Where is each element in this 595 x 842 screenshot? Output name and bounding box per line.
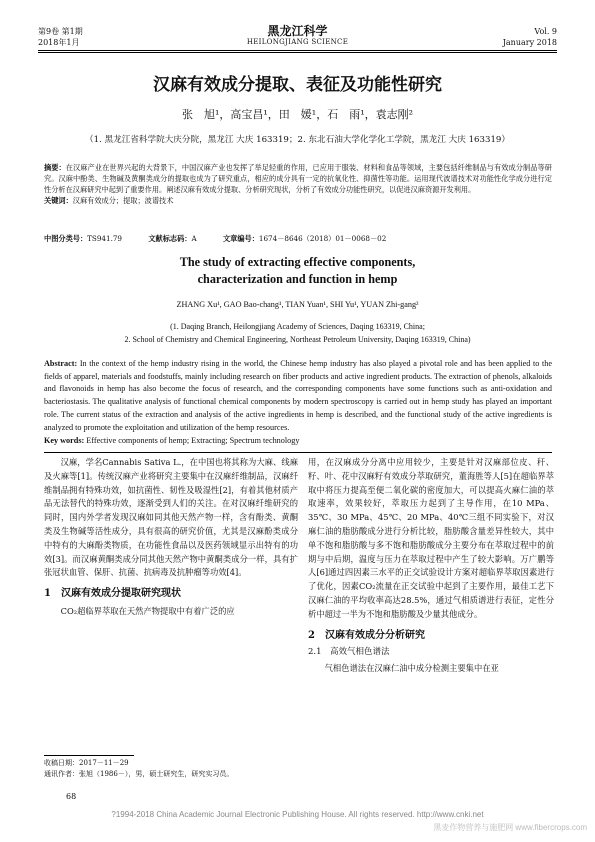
keywords-en-label: Key words:: [44, 436, 85, 445]
keywords-cn-text: 汉麻有效成分；提取；波谱技术: [72, 196, 174, 205]
paper-title-en: The study of extracting effective components, characterization and function in hemp: [179, 255, 416, 286]
clc-value: TS941.79: [87, 234, 123, 243]
year-cn: 2018年1月: [38, 38, 80, 47]
doc-code-label: 文献标志码：: [148, 234, 192, 243]
article-no-label: 文章编号：: [222, 234, 259, 243]
section-1-heading: 1 汉麻有效成分提取研究现状: [44, 588, 181, 600]
vol-en: Vol. 9: [534, 27, 557, 36]
footnote: [44, 758, 304, 780]
article-no-value: 1674－8646（2018）01－0068－02: [258, 234, 387, 243]
authors-en: ZHANG Xu¹, GAO Bao-chang¹, TIAN Yuan¹, SHI Yu¹, YUAN Zhi-gang²: [176, 300, 419, 309]
affiliation-en: [40, 320, 555, 346]
site-watermark: 黑麦作物营养与施肥网 www.fibercrops.com: [433, 823, 587, 832]
authors-cn: 张 旭¹，高宝昌¹，田 媛¹，石 雨¹，袁志刚²: [181, 108, 414, 121]
body-left-column: [44, 456, 298, 619]
footnote-rule: [44, 755, 134, 756]
month-en: January 2018: [502, 38, 557, 47]
affiliation-cn: （1. 黑龙江省科学院大庆分院，黑龙江 大庆 163319；2. 东北石油大学化学化工学院，黑龙江 大庆 163319）: [85, 135, 510, 145]
body-right-column: [308, 456, 554, 676]
abstract-en-text: In the context of the hemp industry rising in the world, the Chinese hemp industry has also played a pivotal role and has been applied to the fields of apparel, materials and foodstuffs, mainly including research on fiber products and active ingredient products. The extraction of phenols, alkaloids and flavonoids in hemp has also become the focus of research, and the corresponding components have some functions such as anti-oxidation and bacteriostasis. The qualitative analysis of functional chemical components by modern spectroscopy is carried out in hemp study has played an important role. The current status of the extraction and analysis of the active ingredients in hemp is described, and the functional study of the active ingredients is analyzed to promote the exploitation and utilization of the hemp resources.: [44, 359, 552, 432]
journal-name-cn: 黑龙江科学: [267, 24, 328, 38]
classification-line: [44, 233, 552, 244]
affiliation-en-2: 2. School of Chemistry and Chemical Engineering, Northeast Petroleum University, Daqing 163319, China): [124, 335, 471, 344]
section-1-continued: 用，在汉麻成分分离中应用较少，主要是针对汉麻部位皮、秆、籽、叶、花中汉麻籽有效成分萃取研究，董海胜等人[5]在超临界萃取中将压力提高至便二氧化碳的密度加大，可以提高火麻仁油的萃取速率，效果较好，萃取压力起到了主导作用，在10 MPa、35℃、30 MPa、45℃、20 MPa、40℃三组不同实验下，对汉麻仁油的脂肪酸成分进行分析比较，脂肪酸含量差异性较大，其中单不饱和脂肪酸与多不饱和脂肪酸成分主要分布在萃取过程中的前期与中后期，温度与压力在萃取过程中产生了较大影响。万广鹏等人[6]通过四因素三水平的正交试验设计方案对超临界萃取因素进行了优化，因素CO₂流量在正交试验中起到了主要作用，最佳工艺下汉麻仁油的平均收率高达28.5%，通过气相质谱进行表征，定性分析中超过一半为不饱和脂肪酸及少量其他成分。: [308, 457, 554, 619]
issue-cn: 第9卷 第1期: [38, 27, 83, 36]
header-rule: [38, 50, 557, 51]
section-1-paragraph: CO₂超临界萃取在天然产物提取中有着广泛的应: [60, 605, 235, 616]
abstract-cn-label: 摘要：: [44, 163, 66, 172]
affiliation-en-1: (1. Daqing Branch, Heilongjiang Academy of Sciences, Daqing 163319, China;: [170, 322, 425, 331]
corresponding-author: 通讯作者：张旭（1986－），男，硕士研究生，研究实习员。: [44, 770, 234, 778]
abstract-en: [44, 358, 552, 434]
intro-paragraph: 汉麻，学名Cannabis Sativa L.，在中国也将其称为大麻、线麻及火麻等[1]。传统汉麻产业将研究主要集中在汉麻纤维制品，汉麻纤维制品拥有特殊功效，如抗菌性、韧性及吸湿性[2]，有着其他材质产品无法替代的特殊功效，逐渐受到人们的关注。在对汉麻纤维研究的同时，国内外学者发现汉麻如同其他天然产物一样，含有酚类、黄酮类及生物碱等活性成分，具有很高的研究价值，尤其是汉麻酚类成分中特有的大麻酚类物质，在功能性食品以及医药领域显示出特有的功效[3]。而汉麻黄酮类成分同其他天然产物中黄酮类成分一样，具有扩张冠状血管、保肝、抗菌、抗病毒及抗肿瘤等功效[4]。: [44, 457, 298, 578]
abstract-en-label: Abstract:: [44, 359, 78, 368]
received-date: 收稿日期：2017－11－29: [44, 759, 129, 767]
section-2-1-paragraph: 气相色谱法在汉麻仁油中成分检测主要集中在亚: [324, 663, 499, 674]
body-rule: [44, 452, 552, 453]
copyright-footer: ?1994-2018 China Academic Journal Electronic Publishing House. All rights reserved. http://www.cnki.net: [111, 810, 484, 819]
page-number: 68: [66, 792, 77, 801]
keywords-en: [44, 436, 552, 445]
header-rule-2: [38, 52, 557, 53]
keywords-cn-label: 关键词：: [44, 196, 73, 205]
doc-code-value: A: [191, 234, 197, 243]
section-2-1-heading: 2.1 高效气相色谱法: [308, 647, 390, 658]
paper-title-cn: 汉麻有效成分提取、表征及功能性研究: [153, 75, 442, 95]
header-volume: [503, 26, 557, 48]
journal-name-en: HEILONGJIANG SCIENCE: [246, 38, 349, 46]
abstract-cn-text: 在汉麻产业在世界兴起的大背景下，中国汉麻产业也发挥了举足轻重的作用，已应用于服装、材料和食品等领域，主要包括纤维制品与有效成分制品等研究。汉麻中酚类、生物碱及黄酮类成分的提取也成为了研究重点，相应的成分具有一定的抗氧化性、抑菌性等功能。运用现代波谱技术对功能性化学成分进行定性分析在汉麻研究中起到了重要作用。阐述汉麻有效成分提取、分析研究现状，分析了有效成分功能性研究，以促进汉麻资源开发利用。: [44, 163, 552, 194]
keywords-en-text: Effective components of hemp; Extracting; Spectrum technology: [86, 436, 300, 445]
section-2-heading: 2 汉麻有效成分分析研究: [308, 629, 425, 641]
abstract-cn: [44, 162, 552, 206]
clc-label: 中图分类号：: [44, 234, 88, 243]
